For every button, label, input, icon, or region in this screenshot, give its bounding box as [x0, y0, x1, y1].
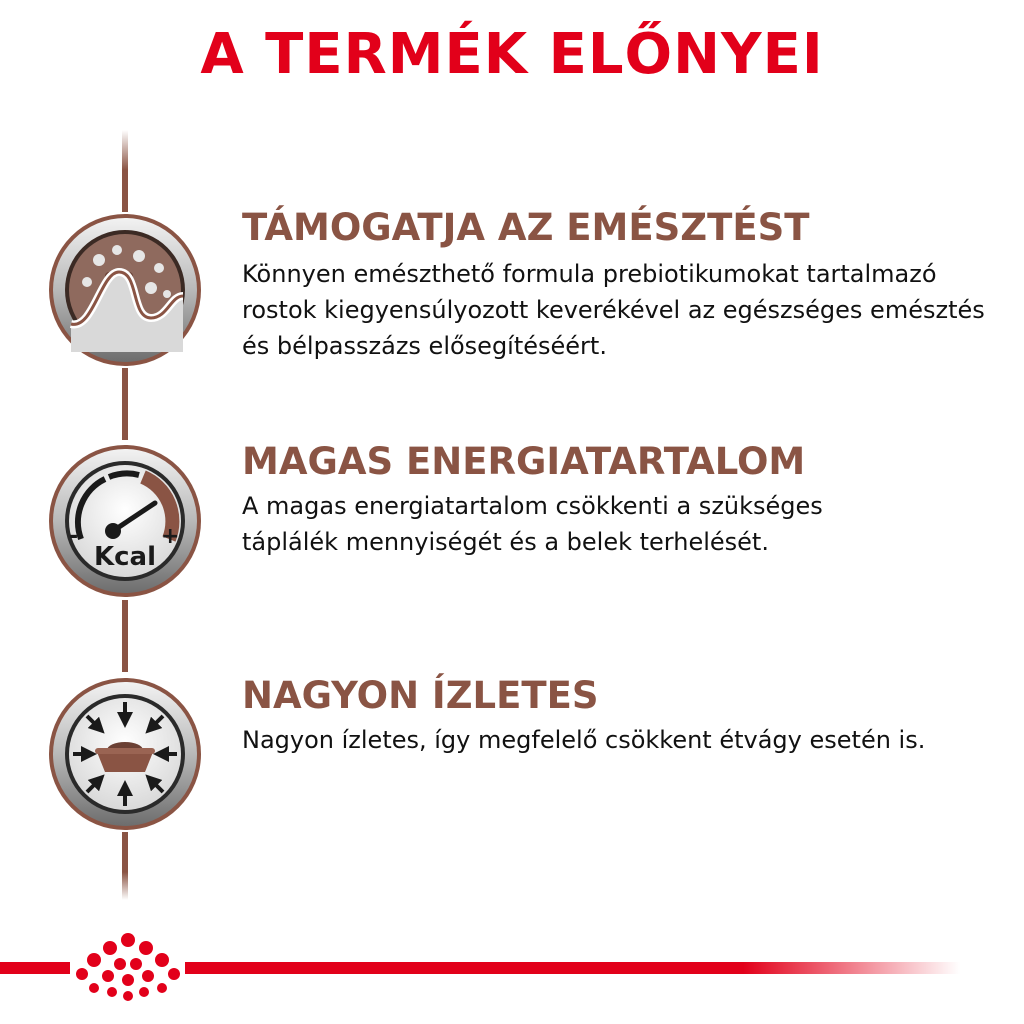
crown-logo-icon	[70, 930, 186, 1002]
gauge-plus: +	[161, 524, 180, 549]
page-title: A TERMÉK ELŐNYEI	[200, 22, 824, 87]
benefit-title: NAGYON ÍZLETES	[242, 674, 599, 717]
kcal-label: Kcal	[93, 542, 157, 572]
gauge-minus: -	[69, 524, 79, 549]
digestion-icon	[47, 212, 203, 368]
timeline-line	[122, 368, 128, 440]
benefit-description: Könnyen emészthető formula prebiotikumokat tartalmazó rostok kiegyensúlyozott keverékével az egészséges emésztés és bélpasszázs elősegítéséért.	[242, 260, 985, 360]
benefit-description: Nagyon ízletes, így megfelelő csökkent étvágy esetén is.	[242, 726, 926, 754]
benefit-title: TÁMOGATJA AZ EMÉSZTÉST	[242, 206, 810, 249]
kcal-gauge-icon	[47, 443, 203, 599]
benefit-description: A magas energiatartalom csökkenti a szükséges táplálék mennyiségét és a belek terhelését.	[242, 492, 823, 556]
timeline-line	[122, 130, 128, 212]
palatability-bowl-icon	[47, 676, 203, 832]
timeline-line	[122, 600, 128, 672]
brand-line	[0, 962, 70, 974]
timeline-line	[122, 832, 128, 900]
benefit-title: MAGAS ENERGIATARTALOM	[242, 440, 806, 483]
brand-line	[185, 962, 960, 974]
